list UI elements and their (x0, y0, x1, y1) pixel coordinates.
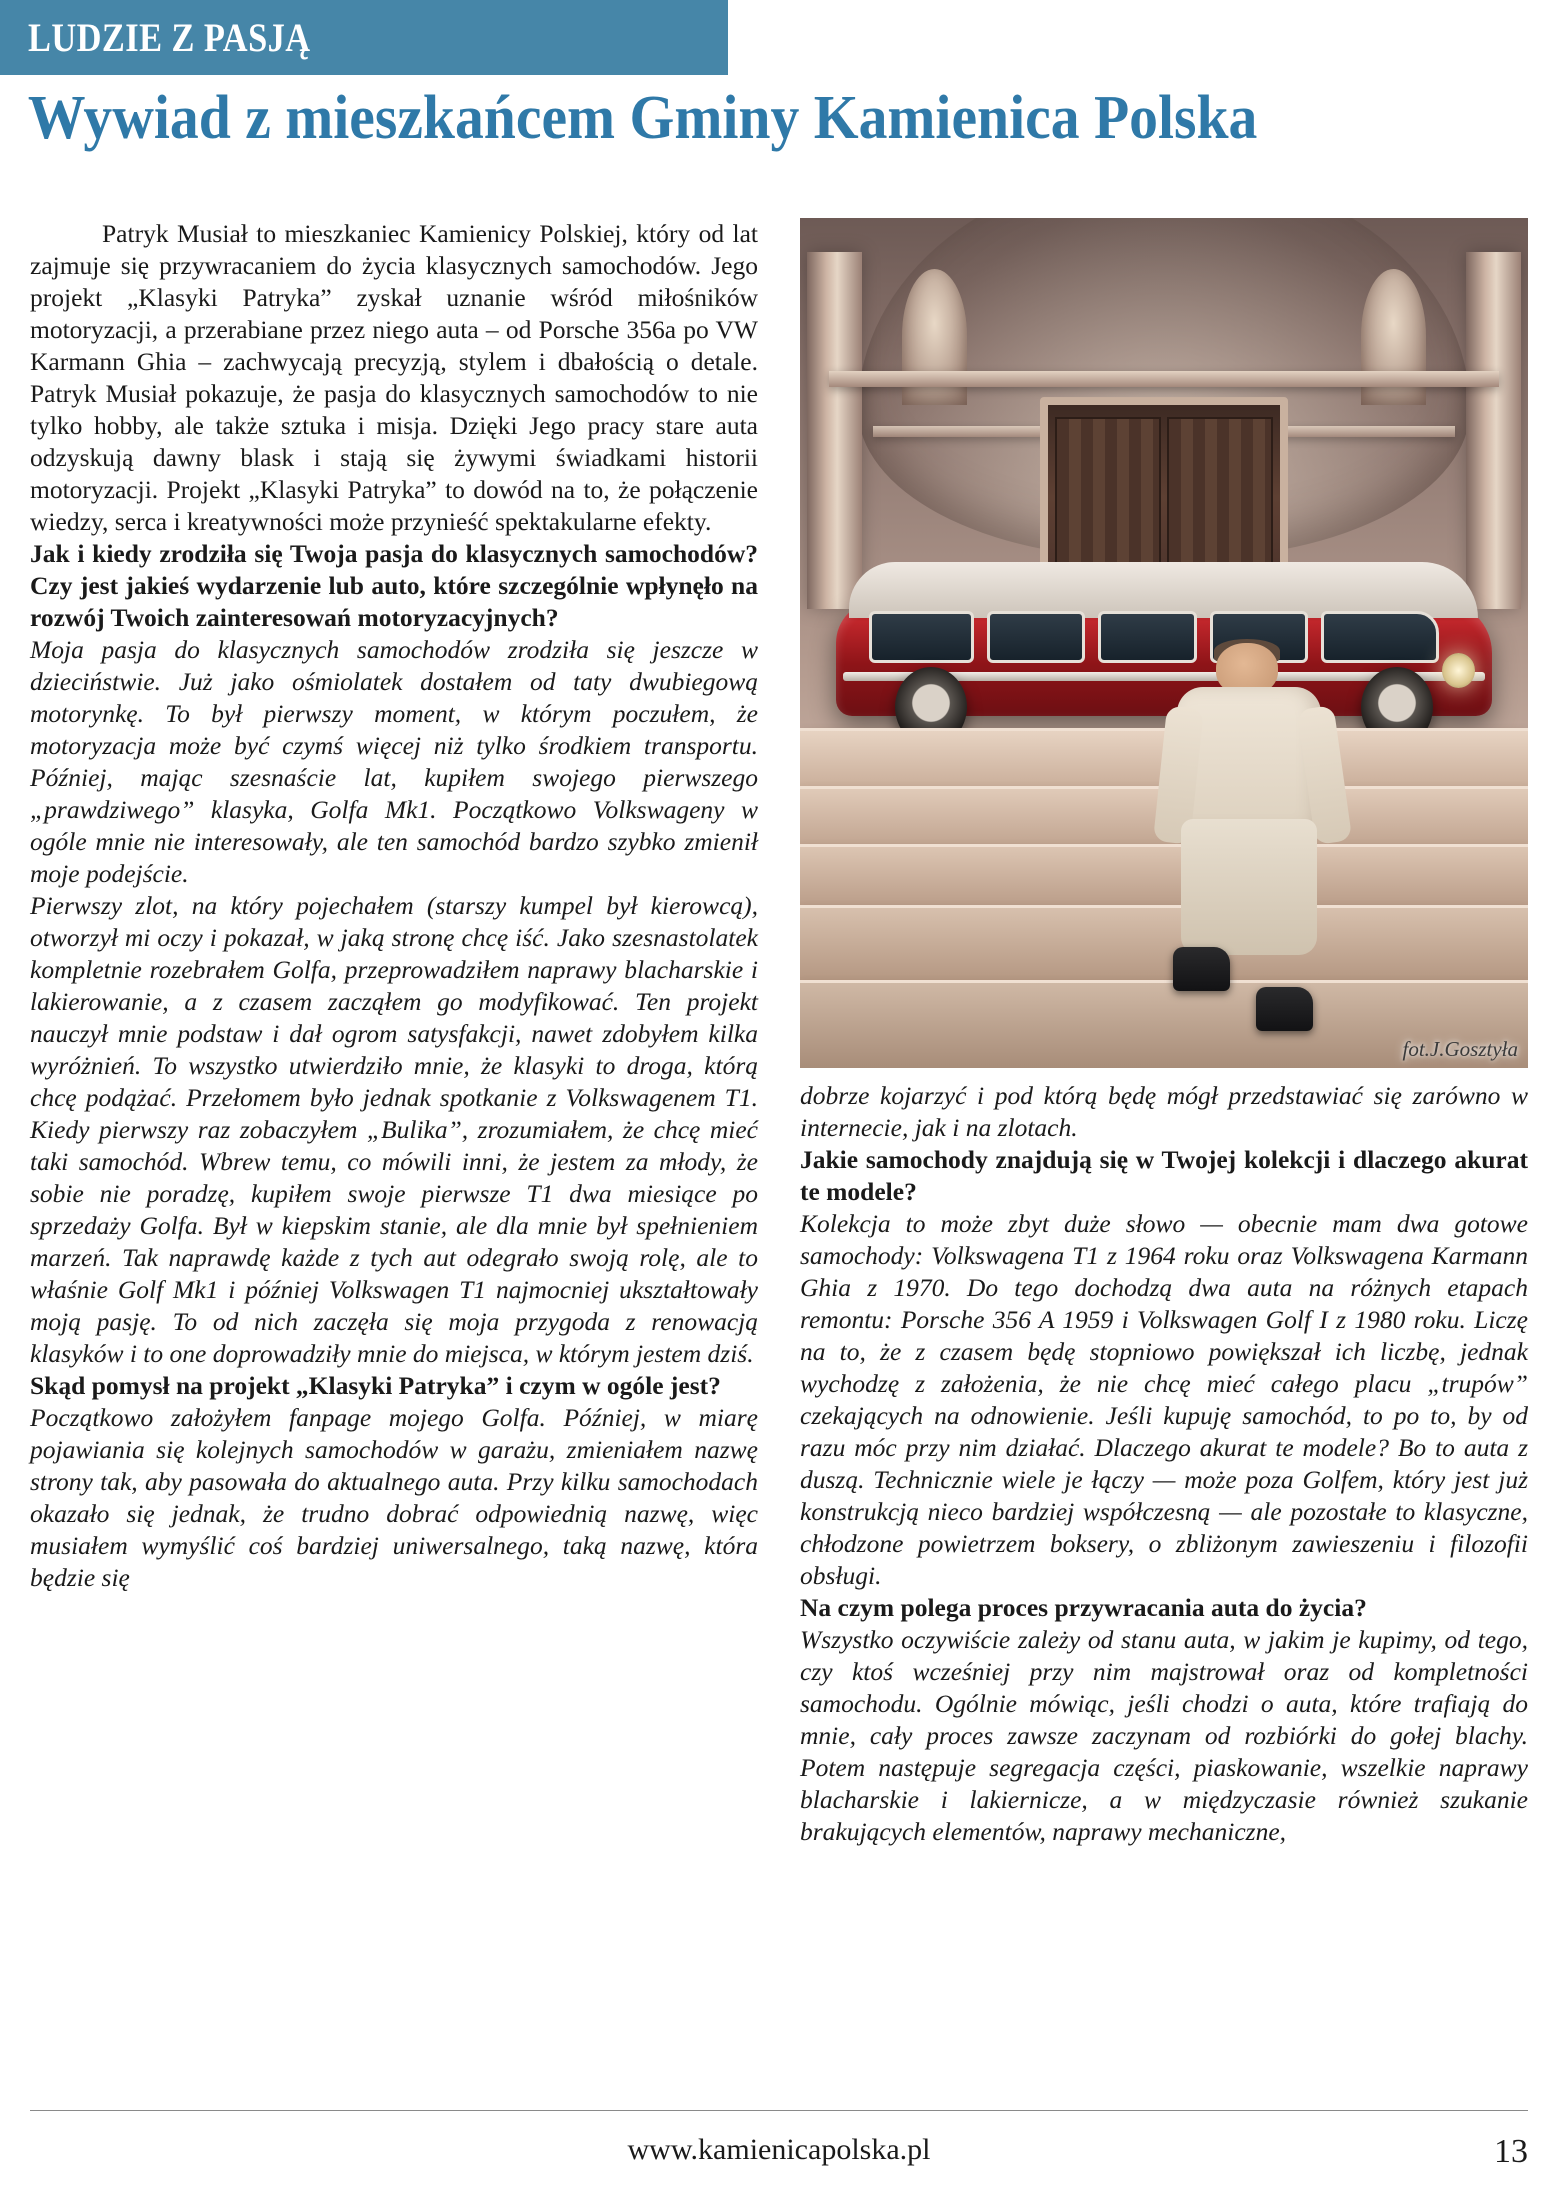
bus-roof (849, 562, 1478, 618)
left-column (30, 218, 758, 1848)
page-title: Wywiad z mieszkańcem Gminy Kamienica Polska (27, 84, 1258, 152)
answer-4: Wszystko oczywiście zależy od stanu auta, w jakim je kupimy, od tego, czy ktoś wcześniej przy nim majstrował oraz od kompletności samochodu. Ogólnie mówiąc, jeśli chodzi o auta, które trafiają do mnie, cały proces zawsze zaczynam od rozbiórki do gołej blachy. Potem następuje segregacja części, piaskowanie, wszelkie naprawy blacharskie i lakiernicze, a w międzyczasie również szukanie brakujących elementów, naprawy mechaniczne, (800, 1625, 1528, 1846)
page-footer (30, 2133, 1528, 2170)
bus-headlamp (1442, 653, 1475, 688)
bus-window (987, 611, 1085, 663)
banner-label: LUDZIE Z PASJĄ (28, 15, 311, 60)
answer-3: Kolekcja to może zbyt duże słowo — obecnie mam dwa gotowe samochody: Volkswagena T1 z 1964 roku oraz Volkswagena Karmann Ghia z 1970. Do tego dochodzą dwa auta na różnych etapach remontu: Porsche 356 A 1959 i Volkswagen Golf I z 1980 roku. Liczę na to, że z czasem będę stopniowo powiększał ich liczbę, jednak wychodzę z założenia, że nie chcę mieć całego placu „trupów” czekających na odnowienie. Jeśli kupuję samochód, to po to, by od razu móc przy nim działać. Dlaczego akurat te modele? Bo to auta z duszą. Technicznie wiele je łączy — może poza Golfem, który jest już konstrukcją nieco bardziej współczesną — ale pozostałe to klasyczne, chłodzone powietrzem boksery, o zbliżonym zawieszeniu i filozofii obsługi. (800, 1209, 1528, 1590)
photo-credit: fot.J.Gosztyła (1402, 1037, 1518, 1061)
answer-1: Moja pasja do klasycznych samochodów zrodziła się jeszcze w dzieciństwie. Już jako ośmiolatek dostałem od taty dwubiegową motorynkę. To był pierwszy moment, w którym poczułem, że motoryzacja może być czymś więcej niż tylko środkiem transportu. Później, mając szesnaście lat, kupiłem swojego pierwszego „prawdziwego” klasyka, Golfa Mk1. Początkowo Volkswageny w ogóle mnie nie interesowały, ale ten samochód bardzo szybko zmienił moje podejście. (30, 635, 758, 888)
photo-illustration (800, 218, 1528, 1068)
photo-pillar-left (807, 252, 862, 609)
question-1: Jak i kiedy zrodziła się Twoja pasja do klasycznych samochodów? Czy jest jakieś wydarzenie lub auto, które szczególnie wpłynęło na rozwój Twoich zainteresowań motoryzacyjnych? (30, 539, 758, 632)
article-photo (800, 218, 1528, 1068)
question-2: Skąd pomysł na projekt „Klasyki Patryka” i czym w ogóle jest? (30, 1371, 721, 1400)
photo-pillar-right (1466, 252, 1521, 609)
article-columns (30, 218, 1528, 1848)
right-column (800, 218, 1528, 1848)
man-shoe-left (1173, 947, 1230, 991)
photo-seated-man (1142, 643, 1360, 1043)
answer-2: Początkowo założyłem fanpage mojego Golfa. Później, w miarę pojawiania się kolejnych samochodów w garażu, zmieniałem nazwę strony tak, aby pasowała do aktualnego auta. Przy kilku samochodach okazało się jednak, że trudno dobrać odpowiednią nazwę, więc musiałem wymyślić coś bardziej uniwersalnego, taką nazwę, która będzie się (30, 1403, 758, 1592)
man-legs (1181, 819, 1316, 955)
answer-2-continued: dobrze kojarzyć i pod którą będę mógł przedstawiać się zarówno w internecie, jak i na zlotach. (800, 1081, 1528, 1142)
lead-paragraph: Patryk Musiał to mieszkaniec Kamienicy Polskiej, który od lat zajmuje się przywracaniem do życia klasycznych samochodów. Jego projekt „Klasyki Patryka” zyskał uznanie wśród miłośników motoryzacji, a przerabiane przez niego auta – od Porsche 356a po VW Karmann Ghia – zachwycają precyzją, stylem i dbałością o detale. Patryk Musiał pokazuje, że pasja do klasycznych samochodów to nie tylko hobby, ale także sztuka i misja. Dzięki Jego pracy stare auta odzyskują dawny blask i stają się żywymi świadkami historii motoryzacji. Projekt „Klasyki Patryka” to dowód na to, że połączenie wiedzy, serca i kreatywności może przynieść spektakularne efekty. (30, 219, 758, 536)
footer-page-number: 13 (1494, 2133, 1528, 2170)
bus-window (869, 611, 974, 663)
man-shoe-right (1256, 987, 1313, 1031)
question-4: Na czym polega proces przywracania auta do życia? (800, 1593, 1367, 1622)
photo-cornice-lower (829, 371, 1499, 387)
footer-website-url: www.kamienicapolska.pl (627, 2133, 931, 2166)
section-banner (0, 0, 728, 75)
answer-1-continued: Pierwszy zlot, na który pojechałem (starszy kumpel był kierowcą), otworzył mi oczy i pokazał, w jaką stronę chcę iść. Jako szesnastolatek kompletnie rozebrałem Golfa, przeprowadziłem naprawy blacharskie i lakierowanie, a z czasem zacząłem go modyfikować. Ten projekt nauczył mnie podstaw i dał ogrom satysfakcji, nawet zdobyłem kilka wyróżnień. To wszystko utwierdziło mnie, że klasyki to droga, którą chcę podążać. Przełomem było jednak spotkanie z Volkswagenem T1. Kiedy pierwszy raz zobaczyłem „Bulika”, zrozumiałem, że chcę mieć taki samochód. Wbrew temu, co mówili inni, że jestem za młody, że sobie nie poradzę, kupiłem swoje pierwsze T1 dwa miesiące po sprzedaży Golfa. Był w kiepskim stanie, ale dla mnie był spełnieniem marzeń. Tak naprawdę każde z tych aut odegrało swoją rolę, ale to właśnie Golf Mk1 i później Volkswagen T1 najmocniej ukształtowały moją pasję. To od nich zaczęła się moja przygoda z renowacją klasyków i to one doprowadziły mnie do miejsca, w którym jestem dziś. (30, 891, 758, 1368)
footer-divider (30, 2110, 1528, 2111)
question-3: Jakie samochody znajdują się w Twojej kolekcji i dlaczego akurat te modele? (800, 1145, 1528, 1206)
